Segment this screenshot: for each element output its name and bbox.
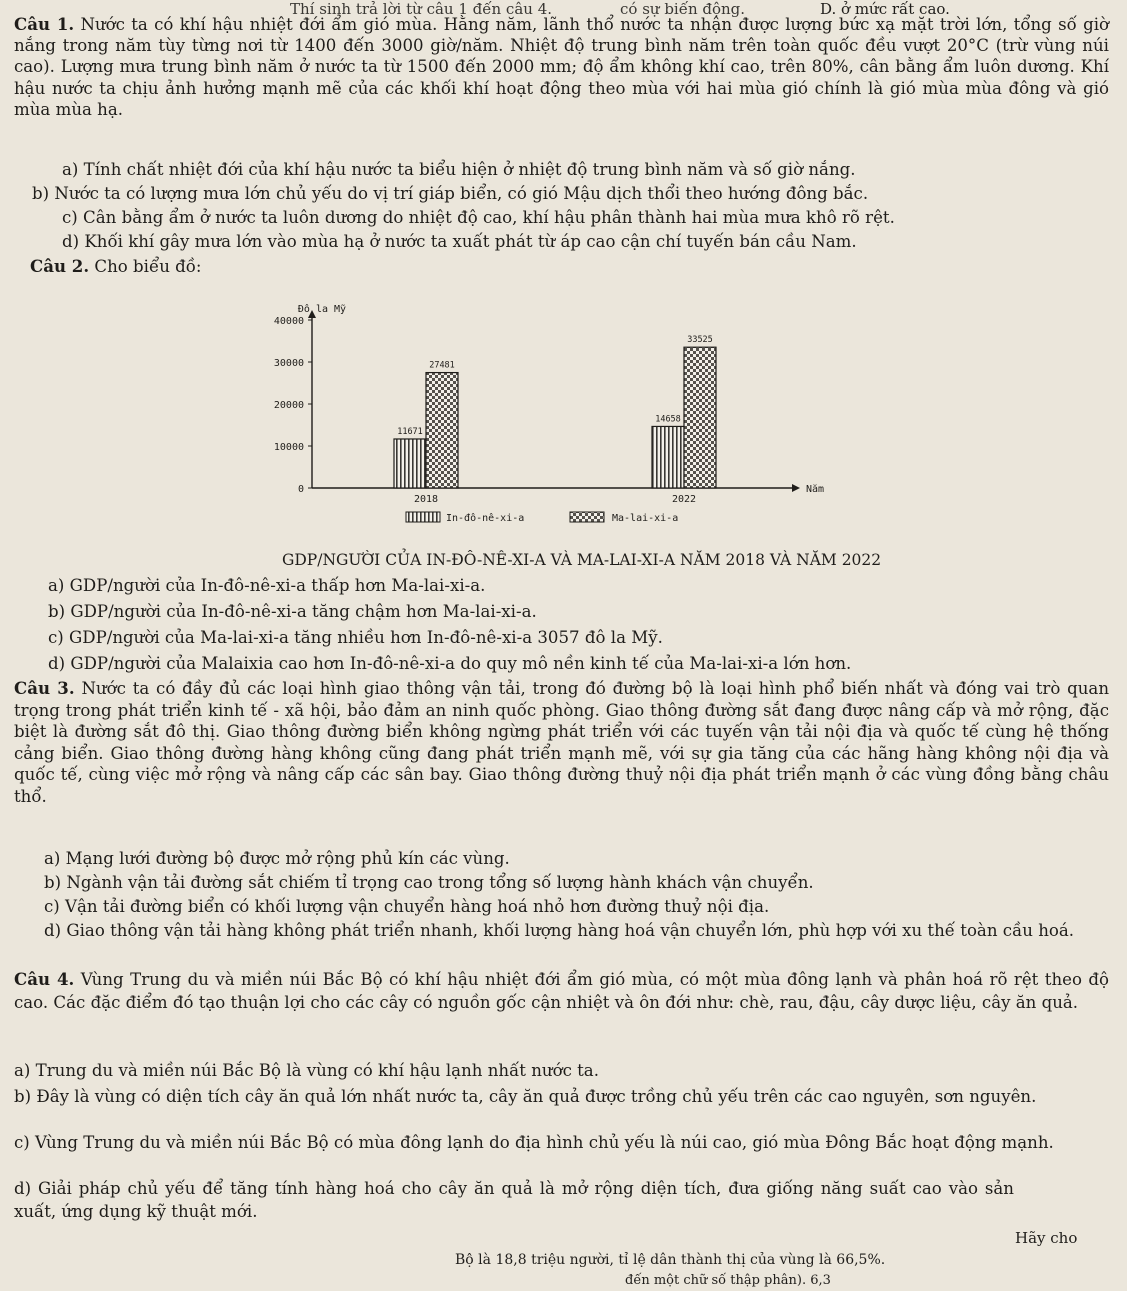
question-4-stem	[14, 968, 1109, 1014]
question-3-label: Câu 3.	[14, 678, 75, 698]
legend-swatch-malaysia	[570, 512, 604, 522]
x-tick-label: 2018	[413, 494, 439, 505]
question-3-stem	[14, 678, 1109, 807]
question-4-text: Vùng Trung du và miền núi Bắc Bộ có khí hậu nhiệt đới ẩm gió mùa, có một mùa đông lạnh và phân hoá rõ rệt theo độ cao. Các đặc điểm đó tạo thuận lợi cho các cây có nguồn gốc cận nhiệt và ôn đới như: chè, rau, đậu, cây dược liệu, cây ăn quả.	[14, 970, 1109, 1012]
q3-option-b: b) Ngành vận tải đường sắt chiếm tỉ trọng cao trong tổng số lượng hành khách vận chuyển.	[44, 873, 814, 892]
legend-swatch-indonesia	[406, 512, 440, 522]
q1-option-d: d) Khối khí gây mưa lớn vào mùa hạ ở nước ta xuất phát từ áp cao cận chí tuyến bán cầu Nam.	[62, 232, 857, 251]
next-question-fragment-2: Bộ là 18,8 triệu người, tỉ lệ dân thành thị của vùng là 66,5%.	[455, 1252, 886, 1268]
q2-option-a: a) GDP/người của In-đô-nê-xi-a thấp hơn Ma-lai-xi-a.	[48, 576, 486, 595]
top-mid-fragment: có sự biến động.	[620, 0, 746, 18]
top-left-fragment: Thí sinh trả lời từ câu 1 đến câu 4.	[290, 0, 553, 18]
question-2-text: Cho biểu đồ:	[94, 257, 202, 276]
question-1-text: Nước ta có khí hậu nhiệt đới ẩm gió mùa. Hằng năm, lãnh thổ nước ta nhận được lượng bức xạ mặt trời lớn, tổng số giờ nắng trong năm tùy từng nơi từ 1400 đến 3000 giờ/năm. Nhiệt độ trung bình năm trên toàn quốc đều vượt 20°C (trừ vùng núi cao). Lượng mưa trung bình năm ở nước ta từ 1500 đến 2000 mm; độ ẩm không khí cao, trên 80%, cân bằng ẩm luôn dương. Khí hậu nước ta chịu ảnh hưởng mạnh mẽ của các khối khí hoạt động theo mùa với hai mùa gió chính là gió mùa mùa đông và gió mùa mùa hạ.	[14, 15, 1109, 119]
bar-value-label: 33525	[687, 335, 713, 346]
q1-option-c: c) Cân bằng ẩm ở nước ta luôn dương do nhiệt độ cao, khí hậu phân thành hai mùa mưa khô rõ rệt.	[62, 208, 895, 227]
bar-value-label: 11671	[397, 426, 423, 437]
top-right-fragment: D. ở mức rất cao.	[820, 0, 950, 18]
question-1-stem	[14, 14, 1109, 120]
chart-caption: GDP/NGƯỜI CỦA IN-ĐÔ-NÊ-XI-A VÀ MA-LAI-XI-A NĂM 2018 VÀ NĂM 2022	[282, 551, 882, 569]
q4-option-c: c) Vùng Trung du và miền núi Bắc Bộ có mùa đông lạnh do địa hình chủ yếu là núi cao, gió mùa Đông Bắc hoạt động mạnh.	[14, 1133, 1054, 1152]
question-2-label: Câu 2.	[30, 256, 90, 276]
x-axis-arrow	[792, 484, 800, 492]
x-axis-title: Năm	[806, 484, 825, 495]
x-tick-label: 2022	[671, 494, 697, 505]
q2-option-b: b) GDP/người của In-đô-nê-xi-a tăng chậm hơn Ma-lai-xi-a.	[48, 602, 537, 621]
q3-option-a: a) Mạng lưới đường bộ được mở rộng phủ kín các vùng.	[44, 849, 510, 868]
q4-option-d: d) Giải pháp chủ yếu để tăng tính hàng hoá cho cây ăn quả là mở rộng diện tích, đưa giống năng suất cao vào sản xuất, ứng dụng kỹ thuật mới.	[14, 1179, 1014, 1221]
next-question-fragment-3: đến một chữ số thập phân). 6,3	[625, 1273, 831, 1288]
q2-option-c: c) GDP/người của Ma-lai-xi-a tăng nhiều hơn In-đô-nê-xi-a 3057 đô la Mỹ.	[48, 628, 663, 647]
bar-indonesia-2022	[652, 426, 684, 488]
question-3-text: Nước ta có đầy đủ các loại hình giao thông vận tải, trong đó đường bộ là loại hình phổ biến nhất và đóng vai trò quan trọng trong phát triển kinh tế - xã hội, bảo đảm an ninh quốc phòng. Giao thông đường sắt đang được nâng cấp và mở rộng, đặc biệt là đường sắt đô thị. Giao thông đường biển không ngừng phát triển với các tuyến vận tải nội địa và quốc tế cùng hệ thống cảng biển. Giao thông đường hàng không cũng đang phát triển mạnh mẽ, với sự gia tăng của các hãng hàng không nội địa và quốc tế, cùng việc mở rộng và nâng cấp các sân bay. Giao thông đường thuỷ nội địa phát triển mạnh ở các vùng đồng bằng châu thổ.	[14, 679, 1110, 806]
question-2-stem	[30, 256, 202, 277]
question-4-label: Câu 4.	[14, 969, 75, 989]
next-question-fragment-1: Hãy cho	[1015, 1229, 1078, 1247]
q3-option-d: d) Giao thông vận tải hàng không phát triển nhanh, khối lượng hàng hoá vận chuyển lớn, phù hợp với xu thế toàn cầu hoá.	[44, 921, 1075, 940]
legend-label-malaysia: Ma-lai-xi-a	[612, 513, 679, 524]
y-tick-label: 0	[297, 484, 304, 495]
bar-malaysia-2018	[426, 373, 458, 488]
bar-value-label: 14658	[655, 414, 681, 425]
q4-option-a: a) Trung du và miền núi Bắc Bộ là vùng có khí hậu lạnh nhất nước ta.	[14, 1061, 599, 1080]
y-tick-label: 30000	[273, 358, 304, 369]
y-tick-label: 20000	[273, 400, 304, 411]
q1-option-b: b) Nước ta có lượng mưa lớn chủ yếu do vị trí giáp biển, có gió Mậu dịch thổi theo hướng đông bắc.	[32, 184, 869, 203]
question-1-label: Câu 1.	[14, 14, 75, 34]
q2-option-d: d) GDP/người của Malaixia cao hơn In-đô-nê-xi-a do quy mô nền kinh tế của Ma-lai-xi-a lớn hơn.	[48, 654, 852, 673]
gdp-bar-chart	[240, 300, 825, 525]
q1-option-a: a) Tính chất nhiệt đới của khí hậu nước ta biểu hiện ở nhiệt độ trung bình năm và số giờ nắng.	[62, 160, 856, 179]
y-axis-title: Đô la Mỹ	[297, 304, 347, 315]
q4-option-b: b) Đây là vùng có diện tích cây ăn quả lớn nhất nước ta, cây ăn quả được trồng chủ yếu trên các cao nguyên, sơn nguyên.	[14, 1087, 1037, 1106]
bar-indonesia-2018	[394, 439, 426, 488]
y-tick-label: 40000	[273, 316, 304, 327]
bar-value-label: 27481	[429, 360, 455, 371]
bar-malaysia-2022	[684, 347, 716, 488]
q3-option-c: c) Vận tải đường biển có khối lượng vận chuyển hàng hoá nhỏ hơn đường thuỷ nội địa.	[44, 897, 770, 916]
legend-label-indonesia: In-đô-nê-xi-a	[446, 513, 525, 524]
y-tick-label: 10000	[273, 442, 304, 453]
